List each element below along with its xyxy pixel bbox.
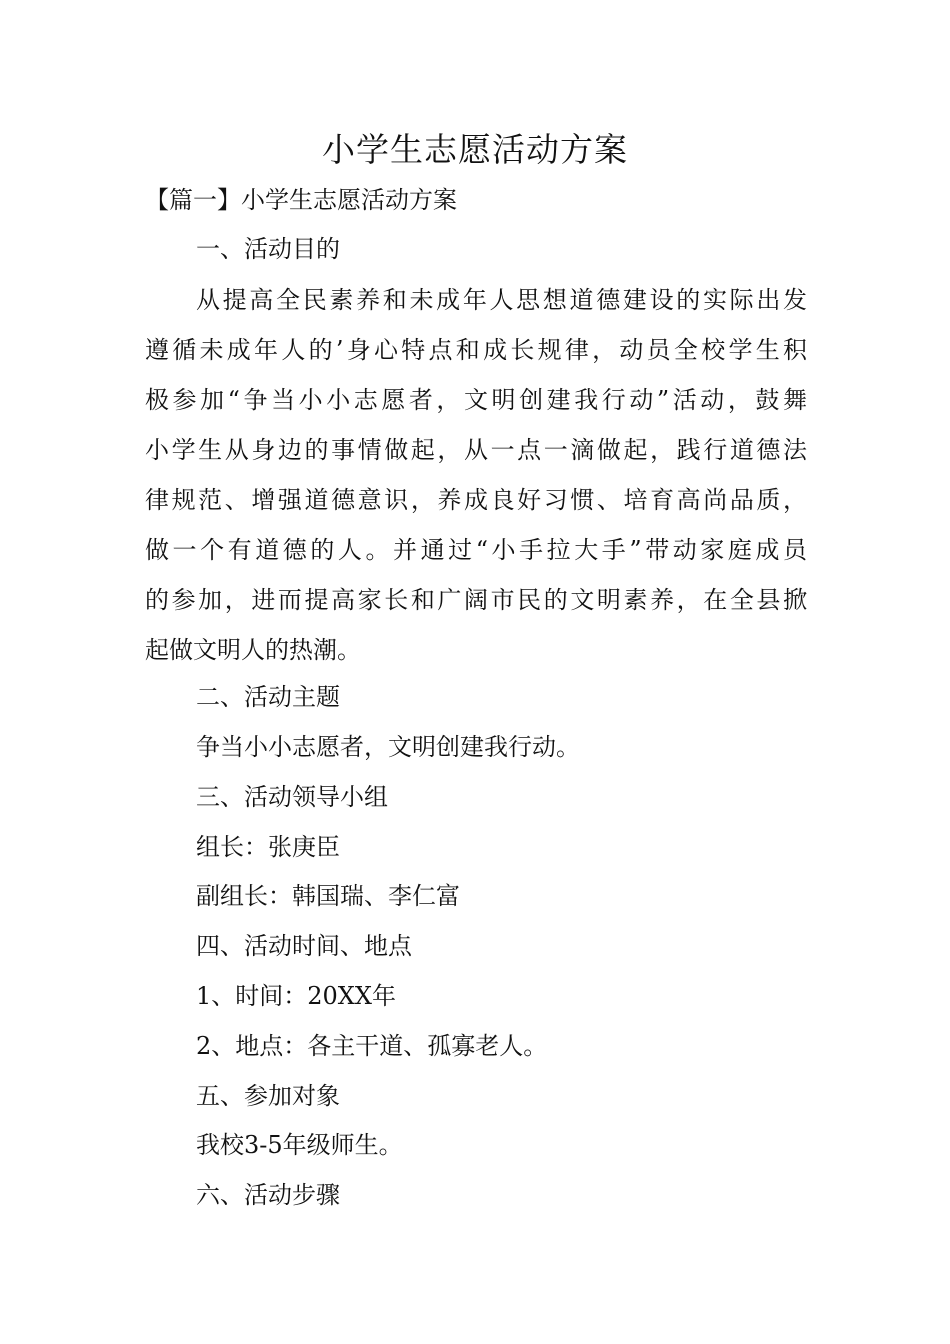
- section-heading-steps: 六、活动步骤: [196, 1181, 340, 1209]
- time-text: 1、时间：20XX年: [196, 982, 396, 1010]
- participants-text: 我校3-5年级师生。: [196, 1131, 403, 1159]
- paragraph-line: 遵循未成年人的’身心特点和成长规律，动员全校学生积: [145, 336, 807, 364]
- paragraph-line: 从提高全民素养和未成年人思想道德建设的实际出发: [196, 286, 807, 314]
- paragraph-line: 律规范、增强道德意识，养成良好习惯、培育高尚品质，: [145, 486, 807, 514]
- purpose-paragraph: [145, 275, 807, 675]
- location-text: 2、地点：各主干道、孤寡老人。: [196, 1032, 548, 1060]
- section-heading-time-location: 四、活动时间、地点: [196, 932, 412, 960]
- document-subtitle: 【篇一】小学生志愿活动方案: [145, 186, 457, 214]
- paragraph-line: 的参加，进而提高家长和广阔市民的文明素养，在全县掀: [145, 586, 807, 614]
- section-heading-leadership: 三、活动领导小组: [196, 783, 388, 811]
- paragraph-line: 小学生从身边的事情做起，从一点一滴做起，践行道德法: [145, 436, 807, 464]
- leader-text: 组长：张庚臣: [196, 833, 340, 861]
- paragraph-line: 起做文明人的热潮。: [145, 636, 361, 664]
- document-title: 小学生志愿活动方案: [322, 130, 628, 169]
- deputy-leaders-text: 副组长：韩国瑞、李仁富: [196, 882, 460, 910]
- section-heading-participants: 五、参加对象: [196, 1082, 340, 1110]
- paragraph-line: 做一个有道德的人。并通过“小手拉大手”带动家庭成员: [145, 536, 807, 564]
- theme-text: 争当小小志愿者，文明创建我行动。: [196, 733, 580, 761]
- paragraph-line: 极参加“争当小小志愿者，文明创建我行动”活动，鼓舞: [145, 386, 807, 414]
- section-heading-theme: 二、活动主题: [196, 683, 340, 711]
- section-heading-purpose: 一、活动目的: [196, 235, 340, 263]
